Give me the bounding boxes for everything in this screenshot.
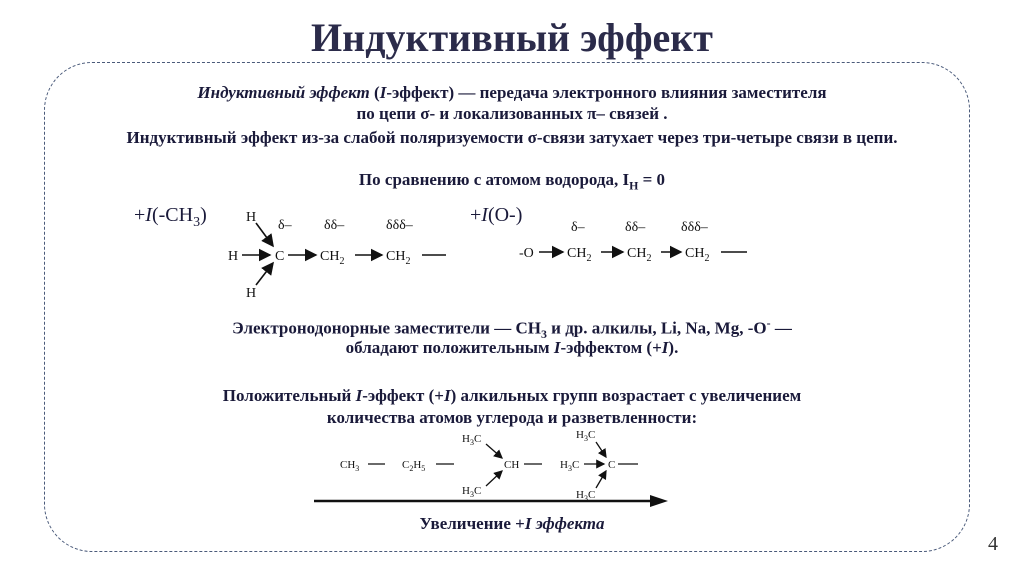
example1-label: $+I(-CH_3)$: [134, 204, 207, 230]
atom-o: -O: [519, 246, 534, 261]
atom-ch2-c: $CH_2$: [685, 246, 710, 264]
atom-ch2-2: $CH_2$: [386, 249, 411, 267]
series-c2h5: $C_2H_5$: [402, 459, 426, 473]
alkyl-series: [330, 428, 660, 504]
delta-2: δδ–: [324, 218, 345, 233]
decay-text: Индуктивный эффект из-за слабой поляризуемости σ-связи затухает через три-четыре связи в цепи.: [126, 128, 898, 147]
slide-title: Индуктивный эффект: [311, 15, 713, 60]
series-iso-ch: CH: [504, 459, 520, 471]
definition-term: Индуктивный эффект: [197, 83, 370, 102]
atom-ch2-a: $CH_2$: [567, 246, 592, 264]
increase-label: Увеличение +I эффекта: [419, 514, 605, 533]
alkyl-line-1: Положительный I-эффект (+I) алкильных групп возрастает с увеличением: [222, 386, 802, 405]
delta-o-3: δδδ–: [681, 220, 708, 235]
alkyl-line-2: количества атомов углерода и разветвленности:: [326, 408, 698, 427]
delta-3: δδδ–: [386, 218, 413, 233]
delta-o-2: δδ–: [625, 220, 646, 235]
definition-line-1: Индуктивный эффект (I-эффект) — передача электронного влияния заместителя: [197, 83, 827, 102]
atom-ch2-b: $CH_2$: [627, 246, 652, 264]
atom-h-top: H: [246, 210, 257, 225]
example2-structure: [515, 205, 755, 275]
atom-ch2-1: $CH_2$: [320, 249, 345, 267]
series-iso-h3c-top: $H_3C$: [462, 433, 482, 447]
series-tert-h3c-bottom: $H_3C$: [576, 489, 596, 503]
example1-structure: [220, 205, 460, 300]
donors-line-2: обладают положительным I-эффектом (+I).: [345, 338, 679, 357]
definition-abbrev: I: [379, 83, 387, 102]
increase-arrow: [312, 494, 672, 508]
comparison-text: По сравнению с атомом водорода, $I_H = 0$: [358, 170, 666, 193]
donors-line-1: Электронодонорные заместители — $CH_3$ и др. алкилы, Li, Na, Mg, -O- —: [232, 316, 792, 342]
definition-line-2: по цепи σ- и локализованных π– связей .: [356, 104, 668, 123]
delta-o-1: δ–: [571, 220, 585, 235]
delta-1: δ–: [278, 218, 292, 233]
atom-h-left: H: [228, 249, 239, 264]
series-tert-c: C: [608, 459, 616, 471]
example2-label: +I(O-): [470, 204, 523, 226]
atom-h-bottom: H: [246, 286, 257, 300]
series-iso-h3c-bottom: $H_3C$: [462, 485, 482, 499]
page-number: 4: [988, 533, 998, 555]
series-ch3: $CH_3$: [340, 459, 360, 473]
atom-c: C: [275, 249, 285, 264]
series-tert-h3c-top: $H_3C$: [576, 429, 596, 443]
series-tert-h3c-mid: $H_3C$: [560, 459, 580, 473]
